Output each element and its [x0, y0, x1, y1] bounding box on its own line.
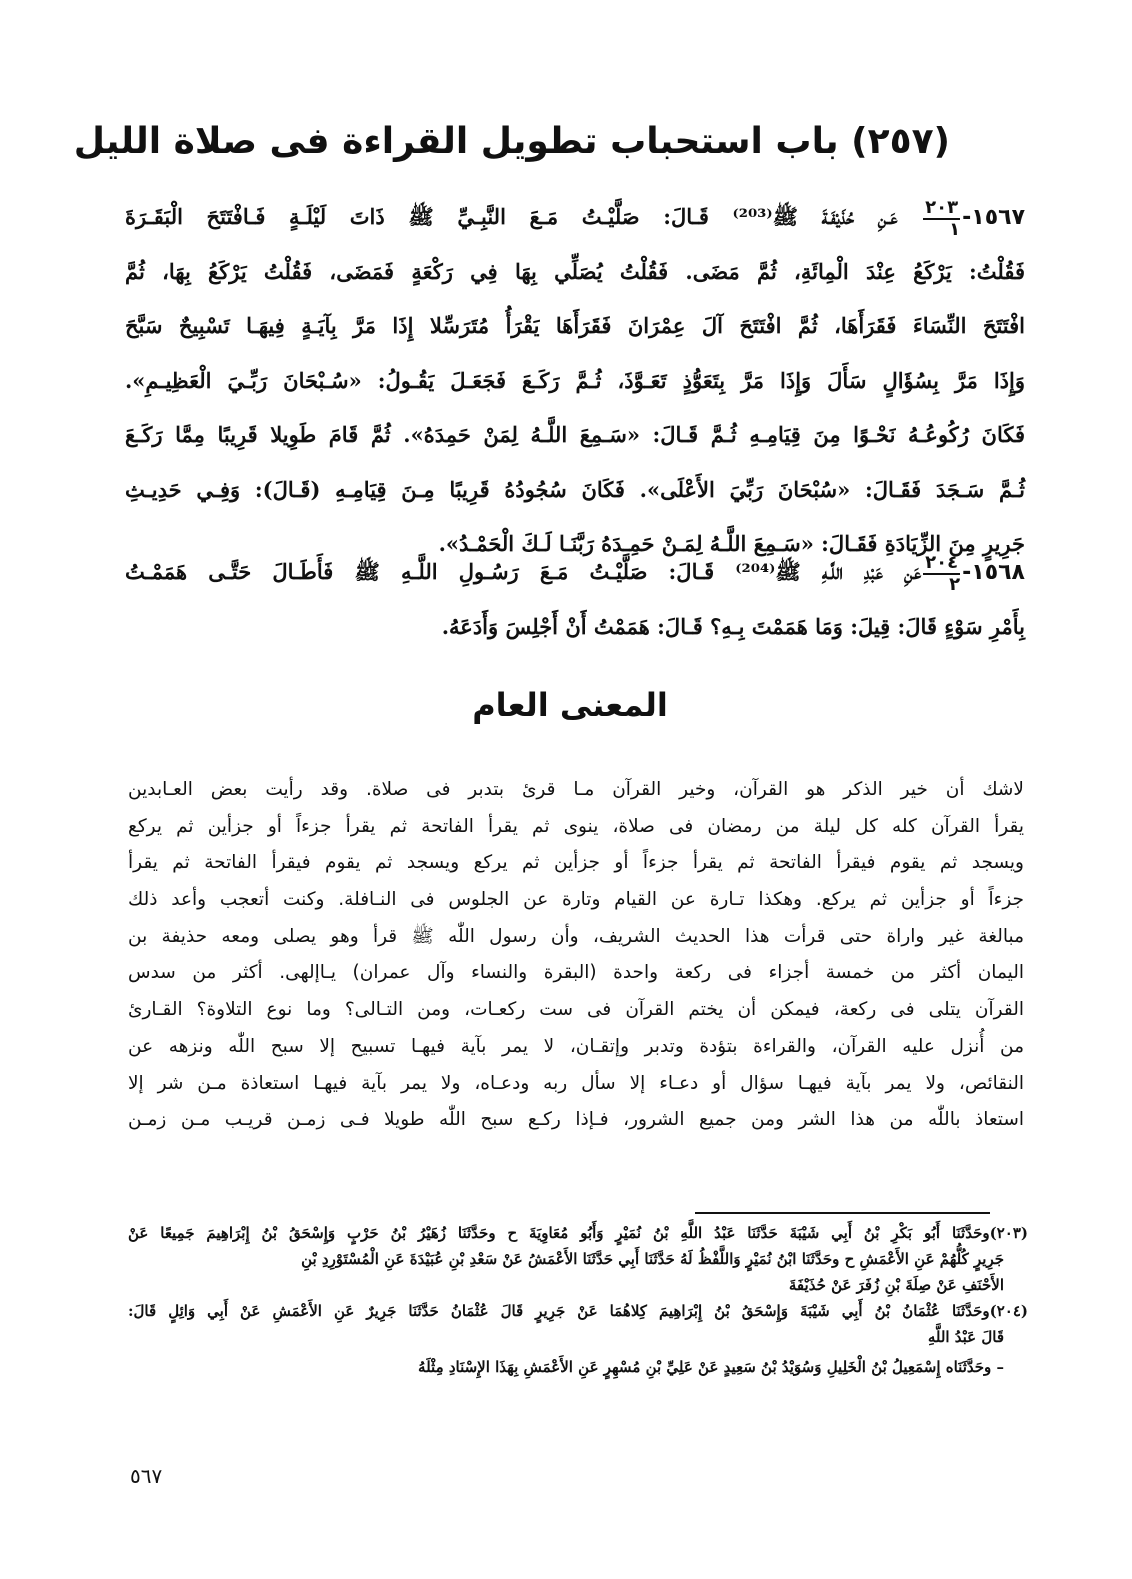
- hadith-serial-number: ١٥٦٧-: [962, 205, 1025, 230]
- hadith-line: جَرِيرٍ مِنَ الزِّيَادَةِ فَقَـالَ: «سَـمِعَ اللَّـهُ لِمَـنْ حَمِـدَهُ رَبَّنَـا لَـكَ الْحَمْـدُ».: [438, 531, 1025, 556]
- hadith-line: ثُـمَّ سَـجَدَ فَقَـالَ: «سُبْحَانَ رَبِّيَ الأَعْلَى». فَكَانَ سُجُودُهُ قَرِيبًا مِـنَ قِيَامِـهِ (قَـالَ): وَفِـي حَدِيـثِ: [125, 476, 1025, 502]
- reference-denominator: ٢: [949, 573, 961, 595]
- body-line: ويسجد ثم يقوم فيقرأ الفاتحة ثم يقرأ جزءاً أو جزأين ثم يركع ويسجد ثم يقوم فيقرأ الفاتحة ثم يقرأ: [128, 852, 1024, 874]
- footnote-divider: [695, 1212, 990, 1214]
- hadith-1567: [125, 190, 1025, 572]
- footnote-line: (٢٠٣)وحَدَّثَنَا أَبُو بَكْرِ بْنُ أَبِي شَيْبَةَ حَدَّثَنَا عَبْدُ اللَّهِ بْنُ نُمَيْرٍ وَأَبُو مُعَاوِيَةَ ح وحَدَّثَنَا زُهَيْرُ بْنُ حَرْبٍ وَإِسْحَقُ بْنُ إِبْرَاهِيمَ جَمِيعًا عَنْ: [128, 1224, 1028, 1242]
- body-line: مبالغة غير واراة حتى قرأت هذا الحديث الشريف، وأن رسول اللّٰه ﷺ قرأ وهو يصلى ومعه حذيفة بن: [128, 925, 1024, 947]
- chapter-title-text: باب استحباب تطويل القراءة فى صلاة الليل: [73, 121, 839, 162]
- chapter-number: (٢٥٧): [851, 121, 950, 162]
- body-line: النقائص، ولا يمر بآية فيهـا سؤال أو دعـاء إلا سأل ربه ودعـاه، ولا يمر بآية فيهـا استعاذة مـن شر إلا: [128, 1072, 1024, 1094]
- commentary-text: [128, 772, 1024, 1139]
- footnote-line: – وحَدَّثَنَاه إِسْمَعِيلُ بْنُ الْخَلِيلِ وَسُوَيْدُ بْنُ سَعِيدٍ عَنْ عَلِيِّ بْنِ مُسْهِرٍ عَنِ الأَعْمَشِ بِهَذَا الإِسْنَادِ مِثْلَهُ: [418, 1358, 1004, 1376]
- hadith-reference-fraction: [923, 553, 960, 595]
- reference-denominator: ١: [949, 218, 961, 240]
- hadith-1568: [125, 545, 1025, 654]
- footnote-203: [128, 1220, 1028, 1298]
- footnotes: [128, 1220, 1028, 1380]
- hadith-line: فَقُلْتُ: يَرْكَعُ عِنْدَ الْمِائَةِ، ثُمَّ مَضَى. فَقُلْتُ يُصَلِّي بِهَا فِي رَكْعَةٍ فَمَضَى، فَقُلْتُ يَرْكَعُ بِهَا، ثُمَّ: [125, 258, 1025, 284]
- body-line: من أُنزل عليه القرآن، والقراءة بتؤدة وتدبر وإتقـان، لا يمر بآية فيهـا تسبيح إلا سبح اللّٰه ونزهه عن: [128, 1035, 1024, 1057]
- hadith-line: [125, 545, 1025, 600]
- body-line: استعاذ باللّٰه من هذا الشر ومن جميع الشرور، فـإذا ركـع سبح اللّٰه طويلا فـى زمـن قريـب مـن زمـن: [128, 1109, 1024, 1131]
- reference-numerator: ٢٠٤: [925, 551, 959, 573]
- footnote-204: [128, 1298, 1028, 1380]
- hadith-line: وَإِذَا مَرَّ بِسُؤَالٍ سَأَلَ وَإِذَا مَرَّ بِتَعَوُّذٍ تَعَـوَّذَ، ثُـمَّ رَكَـعَ فَجَعَـلَ يَقُـولُ: «سُـبْحَانَ رَبِّـيَ الْعَظِيـمِ».: [125, 367, 1025, 393]
- body-line: يقرأ القرآن كله كل ليلة من رمضان فى صلاة، ينوى ثم يقرأ الفاتحة ثم يقرأ جزءاً أو جزأين ثم يركع: [128, 815, 1024, 837]
- hadith-line: فَكَانَ رُكُوعُـهُ نَحْـوًا مِنَ قِيَامِـهِ ثُـمَّ قَـالَ: «سَـمِعَ اللَّـهُ لِمَنْ حَمِدَهُ». ثُمَّ قَامَ طَوِيلا قَرِيبًا مِمَّا رَكَـعَ: [125, 422, 1025, 447]
- body-line: جزءاً أو جزأين ثم يركع. وهكذا تـارة عن القيام وتارة عن الجلوس فى النـافلة. وكنت أتعجب وأعد ذلك: [128, 889, 1024, 911]
- body-line: اليمان أكثر من خمسة أجزاء فى ركعة واحدة (البقرة والنساء وآل عمران) يـاإلهى. أكثر من سدس: [128, 962, 1024, 984]
- hadith-text: عَـنِ حُذَيْفَـةَ ﷺ⁽²⁰³⁾ قَـالَ: صَلَّيْـتُ مَـعَ النَّبِـيِّ ﷺ ذَاتَ لَيْلَـةٍ فَـافْتَتَحَ الْبَقَـرَةَ: [125, 204, 898, 229]
- hadith-line: [125, 190, 1025, 245]
- reference-numerator: ٢٠٣: [925, 196, 959, 218]
- chapter-heading: [73, 112, 950, 172]
- hadith-line: بِأَمْرِ سَوْءٍ قَالَ: قِيلَ: وَمَا هَمَمْتَ بِـهِ؟ قَـالَ: هَمَمْتُ أَنْ أَجْلِسَ وَأَدَعَهُ.: [441, 613, 1025, 639]
- footnote-line: قَالَ عَبْدُ اللَّهِ: [927, 1328, 1004, 1346]
- footnote-line: الأَحْنَفِ عَنْ صِلَةَ بْنِ زُفَرَ عَنْ حُذَيْفَةَ: [788, 1276, 1004, 1294]
- hadith-serial-number: ١٥٦٨-: [962, 560, 1025, 585]
- footnote-line: (٢٠٤)وحَدَّثَنَا عُثْمَانُ بْنُ أَبِي شَيْبَةَ وَإِسْحَقُ بْنُ إِبْرَاهِيمَ كِلاهُمَا عَنْ جَرِيرٍ قَالَ عُثْمَانُ حَدَّثَنَا جَرِيرٌ عَنِ الأَعْمَشِ عَنْ أَبِي وَائِلٍ قَالَ:: [128, 1302, 1028, 1320]
- body-line: القرآن يتلى فى ركعة، فيمكن أن يختم القرآن فى ست ركعـات، ومن التـالى؟ وما نوع التلاوة؟ القـارئ: [128, 999, 1024, 1021]
- hadith-reference-fraction: [923, 198, 960, 240]
- body-line: لاشك أن خير الذكر هو القرآن، وخير القرآن مـا قرئ بتدبر فى صلاة. وقد رأيت بعض العـابدين: [128, 779, 1024, 800]
- hadith-text: عَنِ عَبْدِ اللَّـهِ ﷺ⁽²⁰⁴⁾ قَـالَ: صَلَّيْـتُ مَـعَ رَسُـولِ اللَّـهِ ﷺ فَأَطَـالَ حَتَّـى هَمَمْـتُ: [125, 559, 922, 584]
- hadith-line: افْتَتَحَ النِّسَاءَ فَقَرَأَهَا، ثُمَّ افْتَتَحَ آلَ عِمْرَانَ فَقَرَأَهَا يَقْرَأُ مُتَرَسِّلا إِذَا مَرَّ بِآيَـةٍ فِيهَـا تَسْبِيحٌ سَبَّحَ: [125, 313, 1025, 338]
- footnote-line: جَرِيرٍ كُلُّهُمْ عَنِ الأَعْمَشِ ح وحَدَّثَنَا ابْنُ نُمَيْرٍ وَاللَّفْظُ لَهُ حَدَّثَنَا أَبِي حَدَّثَنَا الأَعْمَشُ عَنْ سَعْدِ بْنِ عُبَيْدَةَ عَنِ الْمُسْتَوْرِدِ بْنِ: [301, 1250, 1004, 1268]
- page-number: ٥٦٧: [130, 1464, 163, 1488]
- section-heading: المعنى العام: [472, 686, 668, 724]
